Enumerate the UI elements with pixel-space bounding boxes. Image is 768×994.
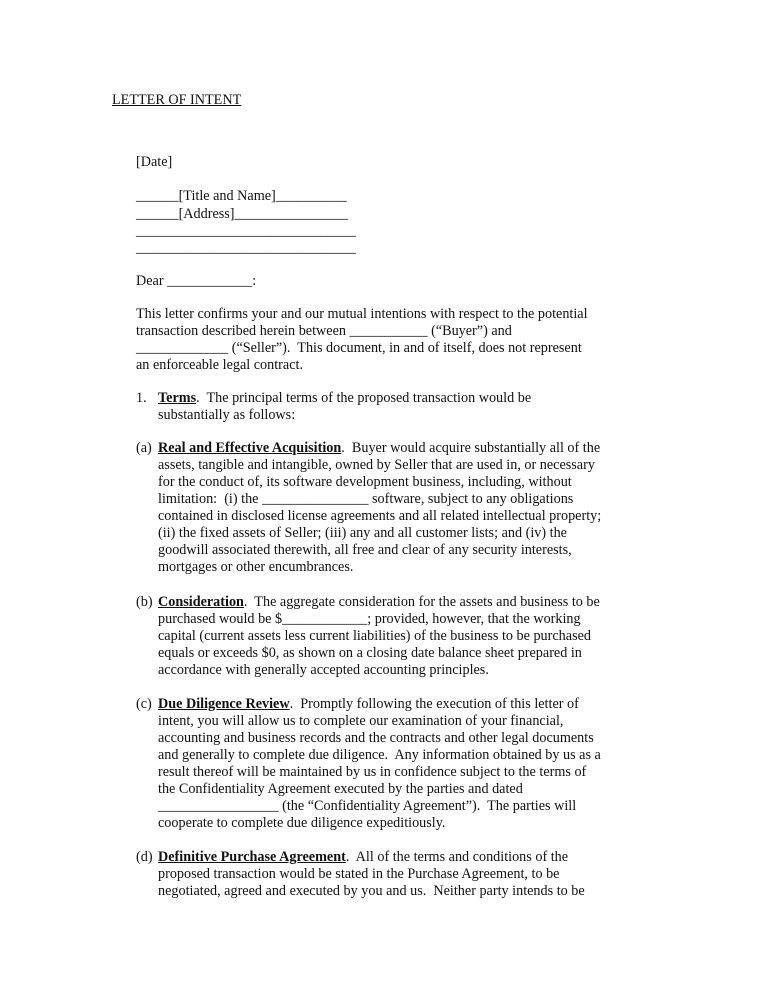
section-line: limitation: (i) the _______________ software, subject to any obligations bbox=[158, 491, 574, 507]
section-line: . Buyer would acquire substantially all of the bbox=[341, 440, 601, 456]
address-line: _______________________________ bbox=[136, 223, 356, 239]
intro-line: _____________ (“Seller”). This document, in and of itself, does not represent bbox=[136, 340, 582, 356]
section-line: goodwill associated therewith, all free and clear of any security interests, bbox=[158, 542, 572, 558]
section-line: . All of the terms and conditions of the bbox=[345, 849, 569, 865]
section-line: for the conduct of, its software development business, including, without bbox=[158, 474, 572, 490]
section-line: equals or exceeds $0, as shown on a closing date balance sheet prepared in bbox=[158, 645, 582, 661]
address-line: ______[Title and Name]__________ bbox=[136, 188, 347, 204]
section-marker: 1. bbox=[136, 390, 147, 406]
section-line: contained in disclosed license agreements and all related intellectual property; bbox=[158, 508, 602, 524]
document-title: LETTER OF INTENT bbox=[112, 92, 242, 108]
section-line: the Confidentiality Agreement executed by the parties and dated bbox=[158, 781, 523, 797]
section-line: result thereof will be maintained by us in confidence subject to the terms of bbox=[158, 764, 587, 780]
section-line: intent, you will allow us to complete our examination of your financial, bbox=[158, 713, 564, 729]
section-line: negotiated, agreed and executed by you and us. Neither party intends to be bbox=[158, 883, 585, 899]
section-heading: Due Diligence Review bbox=[158, 696, 290, 712]
intro-line: transaction described herein between ___________ (“Buyer”) and bbox=[136, 323, 512, 339]
address-line: ______[Address]________________ bbox=[136, 206, 349, 222]
section-heading: Real and Effective Acquisition bbox=[158, 440, 342, 456]
section-line: . Promptly following the execution of this letter of bbox=[289, 696, 579, 712]
address-line: _______________________________ bbox=[136, 240, 356, 256]
section-heading: Definitive Purchase Agreement bbox=[158, 849, 346, 865]
salutation: Dear ____________: bbox=[136, 273, 257, 289]
section-line: accordance with generally accepted accounting principles. bbox=[158, 662, 489, 678]
section-marker: (c) bbox=[136, 696, 152, 712]
section-marker: (d) bbox=[136, 849, 153, 865]
section-line: (ii) the fixed assets of Seller; (iii) any and all customer lists; and (iv) the bbox=[158, 525, 567, 541]
section-line: cooperate to complete due diligence expeditiously. bbox=[158, 815, 446, 831]
intro-line: an enforceable legal contract. bbox=[136, 357, 303, 373]
section-line: _________________ (the “Confidentiality Agreement”). The parties will bbox=[158, 798, 577, 814]
section-line: assets, tangible and intangible, owned by Seller that are used in, or necessary bbox=[158, 457, 595, 473]
section-marker: (a) bbox=[136, 440, 152, 456]
section-line: . The aggregate consideration for the assets and business to be bbox=[243, 594, 600, 610]
date-placeholder: [Date] bbox=[136, 154, 173, 170]
section-line: purchased would be $____________; provided, however, that the working bbox=[158, 611, 581, 627]
section-marker: (b) bbox=[136, 594, 153, 610]
section-line: accounting and business records and the contracts and other legal documents bbox=[158, 730, 594, 746]
section-line: substantially as follows: bbox=[158, 407, 296, 423]
section-line: proposed transaction would be stated in the Purchase Agreement, to be bbox=[158, 866, 560, 882]
section-heading: Terms bbox=[158, 390, 197, 406]
intro-line: This letter confirms your and our mutual intentions with respect to the potential bbox=[136, 306, 588, 322]
section-line: mortgages or other encumbrances. bbox=[158, 559, 354, 575]
section-line: . The principal terms of the proposed transaction would be bbox=[196, 390, 532, 406]
section-line: capital (current assets less current liabilities) of the business to be purchased bbox=[158, 628, 591, 644]
section-heading: Consideration bbox=[158, 594, 244, 610]
section-line: and generally to complete due diligence. Any information obtained by us as a bbox=[158, 747, 601, 763]
